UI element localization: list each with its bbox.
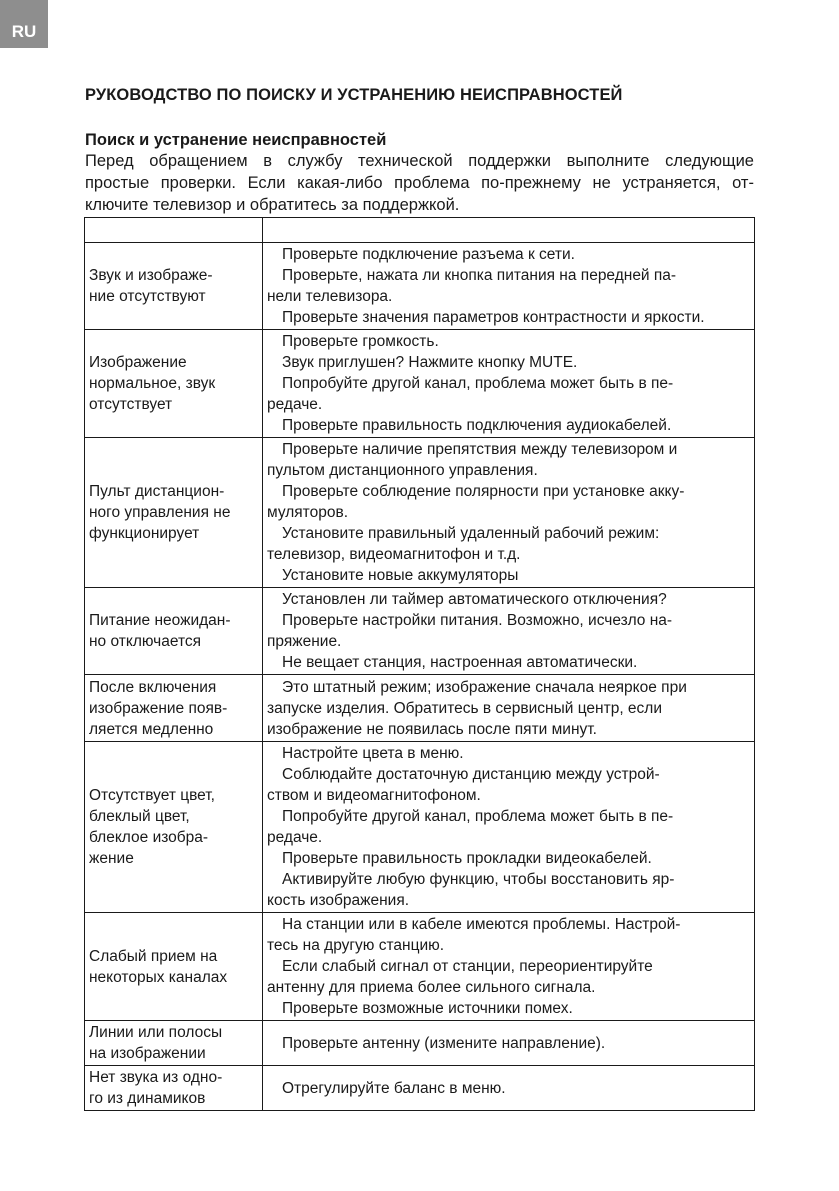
solution-cell — [263, 913, 755, 1021]
solution-line: кость изображения. — [267, 892, 410, 909]
problem-line: функционирует — [89, 525, 200, 542]
solution-line: пряжение. — [267, 633, 342, 650]
problem-line: блеклое изобра- — [89, 829, 209, 846]
table-row — [85, 1021, 755, 1066]
solution-cell — [263, 742, 755, 913]
solution-line: Проверьте правильность прокладки видеокабелей. — [282, 850, 652, 867]
intro-paragraph — [85, 150, 754, 216]
problem-cell — [85, 243, 263, 330]
solution-line: Проверьте соблюдение полярности при установке акку- — [282, 483, 685, 500]
problem-line: нормальное, звук — [89, 375, 216, 392]
solution-line: Установлен ли таймер автоматического отключения? — [282, 591, 667, 608]
table-row — [85, 438, 755, 588]
table-row — [85, 913, 755, 1021]
problem-line: Линии или полосы — [89, 1024, 223, 1041]
solution-cell — [263, 588, 755, 675]
solution-line: нели телевизора. — [267, 288, 393, 305]
solution-cell — [263, 1066, 755, 1111]
solution-line: Попробуйте другой канал, проблема может быть в пе- — [282, 808, 674, 825]
problem-line: на изображении — [89, 1045, 206, 1062]
solution-line: Установите правильный удаленный рабочий режим: — [282, 525, 660, 542]
problem-line: некоторых каналах — [89, 968, 228, 986]
solution-line: Не вещает станция, настроенная автоматически. — [282, 654, 638, 671]
problem-cell — [85, 913, 263, 1021]
solution-line: Проверьте, нажата ли кнопка питания на передней па- — [282, 267, 677, 284]
solution-line: Проверьте значения параметров контрастности и яркости. — [282, 309, 705, 326]
solution-line: пультом дистанционного управления. — [267, 462, 538, 479]
page-title: РУКОВОДСТВО ПО ПОИСКУ И УСТРАНЕНИЮ НЕИСПРАВНОСТЕЙ — [85, 86, 623, 104]
intro-line: простые проверки. Если какая-либо проблема по-прежнему не устраняется, от- — [85, 174, 754, 192]
problem-line: отсутствует — [89, 396, 173, 413]
solution-line: Это штатный режим; изображение сначала неяркое при — [282, 678, 687, 696]
table-row — [85, 243, 755, 330]
header-cell-solution — [263, 218, 755, 243]
solution-line: Проверьте наличие препятствия между телевизором и — [282, 441, 678, 458]
problem-line: Звук и изображе- — [89, 267, 213, 284]
language-tab: RU — [0, 0, 48, 48]
solution-line: антенну для приема более сильного сигнала. — [267, 979, 596, 996]
table-row — [85, 675, 755, 742]
solution-line: тесь на другую станцию. — [267, 937, 445, 954]
table-row — [85, 742, 755, 913]
problem-line: изображение появ- — [89, 699, 228, 717]
problem-line: Отсутствует цвет, — [89, 787, 215, 804]
problem-line: блеклый цвет, — [89, 808, 190, 825]
problem-line: но отключается — [89, 633, 202, 650]
solution-line: Проверьте громкость. — [282, 333, 439, 350]
table-header-row — [85, 218, 755, 243]
problem-line: Изображение — [89, 354, 187, 371]
table-row — [85, 330, 755, 438]
solution-line: На станции или в кабеле имеются проблемы. Настрой- — [282, 916, 681, 933]
intro-line: ключите телевизор и обратитесь за поддержкой. — [85, 196, 460, 214]
solution-line: Попробуйте другой канал, проблема может быть в пе- — [282, 375, 674, 392]
problem-line: Пульт дистанцион- — [89, 483, 225, 500]
solution-line: Проверьте возможные источники помех. — [282, 1000, 573, 1017]
problem-cell — [85, 588, 263, 675]
problem-cell — [85, 1021, 263, 1066]
problem-line: жение — [89, 850, 134, 867]
problem-line: го из динамиков — [89, 1090, 206, 1107]
problem-cell — [85, 742, 263, 913]
intro-line: Перед обращением в службу технической поддержки выполните следующие — [85, 152, 754, 170]
table-row — [85, 588, 755, 675]
solution-line: Проверьте антенну (измените направление). — [282, 1034, 606, 1052]
troubleshooting-table — [84, 217, 755, 1111]
solution-line: Соблюдайте достаточную дистанцию между устрой- — [282, 766, 660, 783]
problem-line: Слабый прием на — [89, 947, 218, 965]
solution-cell — [263, 243, 755, 330]
solution-cell — [263, 675, 755, 742]
solution-line: Активируйте любую функцию, чтобы восстановить яр- — [282, 871, 675, 888]
problem-cell — [85, 330, 263, 438]
solution-line: Проверьте правильность подключения аудиокабелей. — [282, 417, 672, 434]
section-heading: Поиск и устранение неисправностей — [85, 131, 387, 149]
problem-line: ляется медленно — [89, 720, 214, 738]
problem-cell — [85, 438, 263, 588]
solution-cell — [263, 330, 755, 438]
solution-line: Звук приглушен? Нажмите кнопку MUTE. — [282, 354, 578, 371]
problem-cell — [85, 675, 263, 742]
solution-line: запуске изделия. Обратитесь в сервисный центр, если — [267, 699, 663, 717]
problem-line: После включения — [89, 678, 217, 696]
solution-line: Отрегулируйте баланс в меню. — [282, 1079, 506, 1097]
table-row — [85, 1066, 755, 1111]
problem-line: ние отсутствуют — [89, 288, 206, 305]
problem-line: Нет звука из одно- — [89, 1069, 223, 1086]
solution-line: редаче. — [267, 829, 323, 846]
header-cell-problem — [85, 218, 263, 243]
solution-cell — [263, 1021, 755, 1066]
problem-line: Питание неожидан- — [89, 612, 231, 629]
solution-line: ством и видеомагнитофоном. — [267, 787, 481, 804]
problem-cell — [85, 1066, 263, 1111]
solution-line: Настройте цвета в меню. — [282, 745, 464, 762]
solution-line: изображение не появилась после пяти минут. — [267, 720, 597, 738]
solution-line: Установите новые аккумуляторы — [282, 567, 519, 584]
solution-line: редаче. — [267, 396, 323, 413]
problem-line: ного управления не — [89, 504, 231, 521]
solution-line: муляторов. — [267, 504, 349, 521]
solution-line: Если слабый сигнал от станции, переориентируйте — [282, 958, 653, 975]
solution-line: телевизор, видеомагнитофон и т.д. — [267, 546, 521, 563]
solution-line: Проверьте настройки питания. Возможно, исчезло на- — [282, 612, 673, 629]
solution-cell — [263, 438, 755, 588]
solution-line: Проверьте подключение разъема к сети. — [282, 246, 575, 263]
